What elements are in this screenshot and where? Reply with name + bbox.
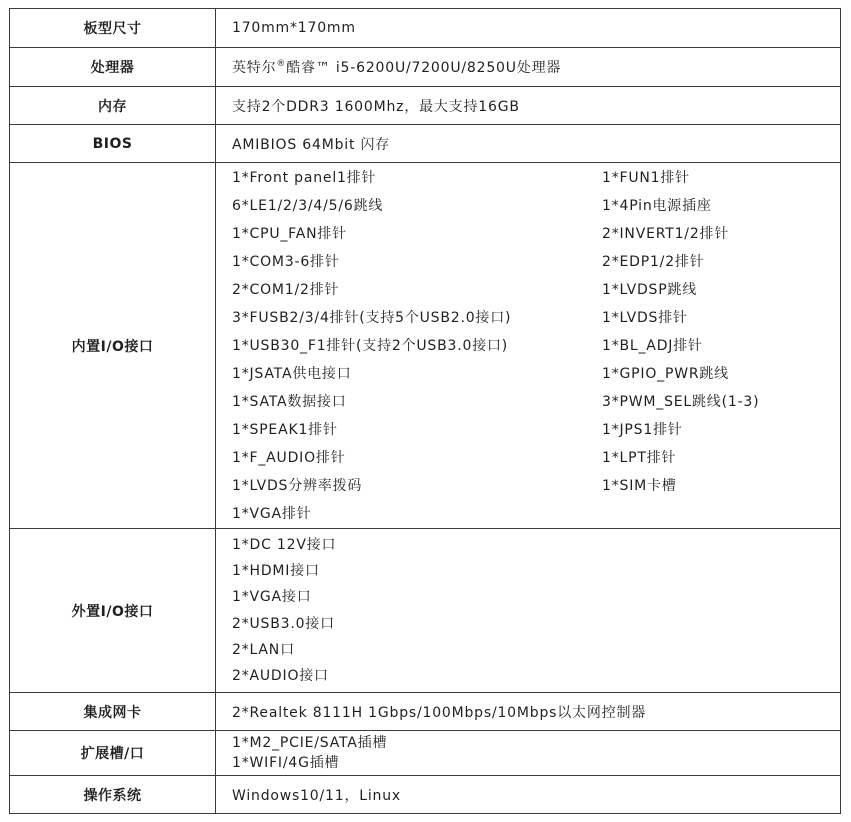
list-item: 1*BL_ADJ排针 [602, 337, 703, 354]
list-item: 1*F_AUDIO排针 [232, 449, 346, 466]
registered-mark: ® [276, 59, 287, 69]
label-cpu: 处理器 [10, 48, 216, 87]
list-item: 1*GPIO_PWR跳线 [602, 365, 729, 382]
list-item: 1*VGA排针 [232, 505, 312, 522]
label-board-size: 板型尺寸 [10, 9, 216, 48]
list-item: 1*4Pin电源插座 [602, 197, 712, 214]
list-item: 1*SPEAK1排针 [232, 421, 338, 438]
value-nic: 2*Realtek 8111H 1Gbps/100Mbps/10Mbps以太网控制器 [216, 693, 841, 731]
row-os [10, 776, 841, 814]
internal-io-list [232, 164, 840, 528]
cpu-brand: 英特尔 [232, 60, 277, 76]
row-board-size [10, 9, 841, 48]
value-memory: 支持2个DDR3 1600Mhz，最大支持16GB [216, 87, 841, 125]
list-item: 1*COM3-6排针 [232, 253, 340, 270]
list-item: 1*JPS1排针 [602, 421, 683, 438]
value-external-io [216, 529, 841, 693]
cpu-model: 酷睿™ i5-6200U/7200U/8250U处理器 [286, 60, 562, 76]
internal-io-right-col [602, 164, 840, 528]
value-board-size: 170mm*170mm [216, 9, 841, 48]
row-cpu [10, 48, 841, 87]
list-item: 1*DC 12V接口 [232, 536, 337, 553]
label-memory: 内存 [10, 87, 216, 125]
list-item: 3*PWM_SEL跳线(1-3) [602, 393, 760, 410]
row-external-io [10, 529, 841, 693]
value-os: Windows10/11，Linux [216, 776, 841, 814]
list-item: 2*USB3.0接口 [232, 615, 335, 632]
list-item: 1*M2_PCIE/SATA插槽 [232, 735, 388, 751]
list-item: 1*JSATA供电接口 [232, 365, 352, 382]
label-external-io: 外置I/O接口 [10, 529, 216, 693]
list-item: 1*LVDSP跳线 [602, 281, 698, 298]
list-item: 1*LPT排针 [602, 449, 677, 466]
list-item: 1*LVDS排针 [602, 309, 688, 326]
list-item: 2*INVERT1/2排针 [602, 225, 730, 242]
row-bios [10, 125, 841, 163]
list-item: 1*SIM卡槽 [602, 477, 677, 494]
list-item: 2*LAN口 [232, 641, 295, 658]
list-item: 6*LE1/2/3/4/5/6跳线 [232, 197, 384, 214]
list-item: 1*FUN1排针 [602, 169, 690, 186]
value-internal-io [216, 163, 841, 529]
label-expansion: 扩展槽/口 [10, 731, 216, 776]
list-item: 1*VGA接口 [232, 589, 312, 606]
list-item: 1*HDMI接口 [232, 562, 320, 579]
list-item: 3*FUSB2/3/4排针(支持5个USB2.0接口) [232, 309, 512, 326]
row-nic [10, 693, 841, 731]
list-item: 2*COM1/2排针 [232, 281, 340, 298]
row-memory [10, 87, 841, 125]
row-internal-io [10, 163, 841, 529]
value-expansion [216, 731, 841, 776]
list-item: 1*CPU_FAN排针 [232, 225, 347, 242]
label-os: 操作系统 [10, 776, 216, 814]
value-cpu [216, 48, 841, 87]
row-expansion [10, 731, 841, 776]
value-bios: AMIBIOS 64Mbit 闪存 [216, 125, 841, 163]
list-item: 2*AUDIO接口 [232, 668, 329, 685]
list-item: 1*Front panel1排针 [232, 169, 377, 186]
label-nic: 集成网卡 [10, 693, 216, 731]
list-item: 1*SATA数据接口 [232, 393, 347, 410]
list-item: 2*EDP1/2排针 [602, 253, 705, 270]
list-item: 1*WIFI/4G插槽 [232, 755, 340, 771]
list-item: 1*USB30_F1排针(支持2个USB3.0接口) [232, 337, 509, 354]
spec-table [9, 8, 841, 814]
label-bios: BIOS [10, 125, 216, 163]
internal-io-left-col [232, 164, 602, 528]
label-internal-io: 内置I/O接口 [10, 163, 216, 529]
list-item: 1*LVDS分辨率拨码 [232, 477, 363, 494]
